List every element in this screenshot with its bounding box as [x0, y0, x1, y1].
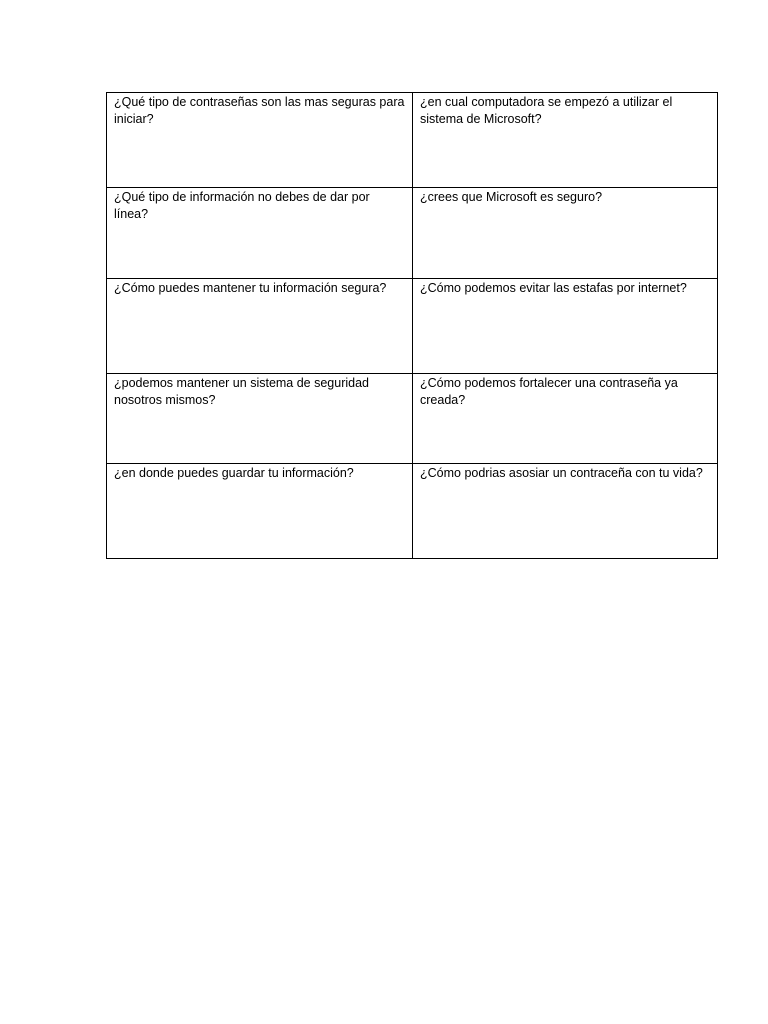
table-cell: ¿Cómo podemos evitar las estafas por internet?: [413, 279, 718, 374]
table-row: [107, 279, 718, 374]
table-cell: ¿en donde puedes guardar tu información?: [107, 464, 413, 559]
table-row: [107, 374, 718, 464]
table-cell: ¿crees que Microsoft es seguro?: [413, 188, 718, 279]
table-cell: ¿Qué tipo de contraseñas son las mas seguras para iniciar?: [107, 93, 413, 188]
table-row: [107, 188, 718, 279]
table-cell: ¿podemos mantener un sistema de seguridad nosotros mismos?: [107, 374, 413, 464]
table-cell: ¿Cómo podemos fortalecer una contraseña ya creada?: [413, 374, 718, 464]
table-row: [107, 93, 718, 188]
questions-table: [106, 92, 718, 559]
table-cell: ¿Cómo podrias asosiar un contraceña con tu vida?: [413, 464, 718, 559]
table-cell: ¿Qué tipo de información no debes de dar por línea?: [107, 188, 413, 279]
table-row: [107, 464, 718, 559]
table-cell: ¿Cómo puedes mantener tu información segura?: [107, 279, 413, 374]
table-cell: ¿en cual computadora se empezó a utilizar el sistema de Microsoft?: [413, 93, 718, 188]
